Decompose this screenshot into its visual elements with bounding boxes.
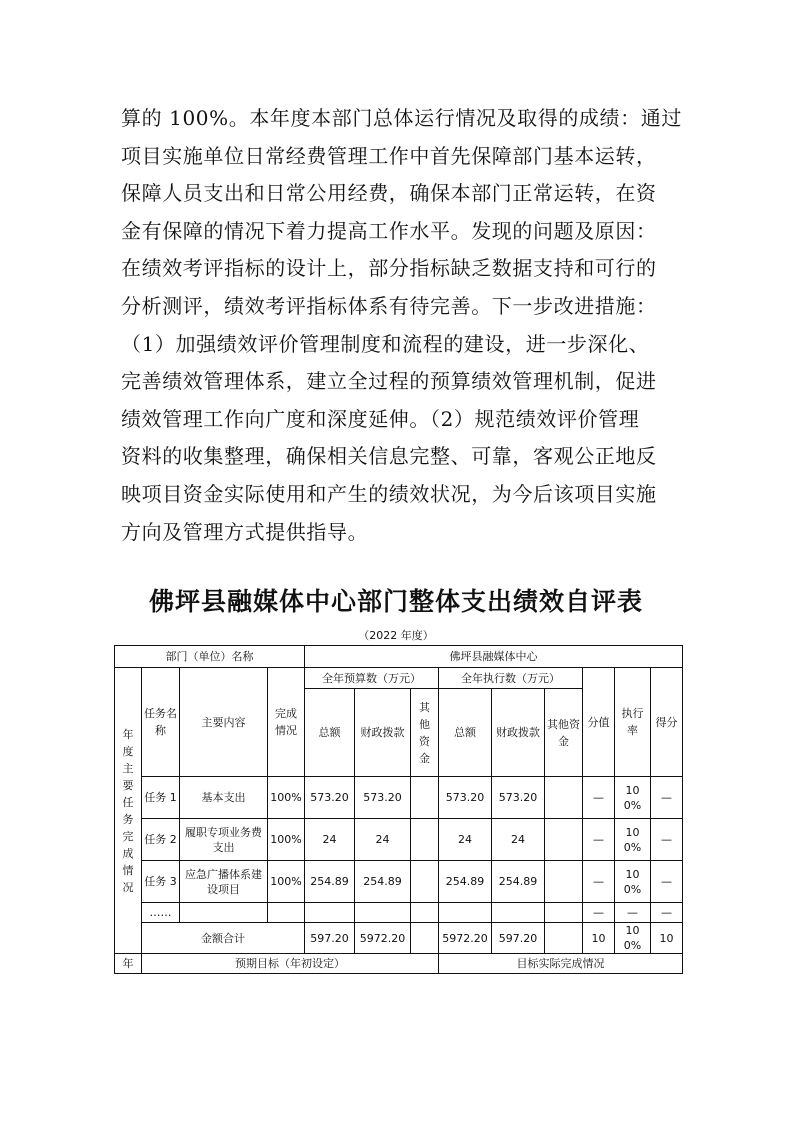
paragraph-line: 在绩效考评指标的设计上，部分指标缺乏数据支持和可行的 [121, 256, 657, 281]
header-budget-total: 总额 [305, 689, 355, 777]
side-label: 年度主要任务完成情况 [122, 727, 134, 894]
exec-total: 573.20 [439, 777, 492, 819]
paragraph-line: 算的 100%。本年度本部门总体运行情况及取得的成绩：通过 [121, 106, 682, 130]
budget-fiscal: 254.89 [355, 861, 411, 903]
total-budget-total: 597.20 [305, 923, 355, 954]
total-exec-fiscal: 597.20 [492, 923, 545, 954]
score: — [651, 777, 683, 819]
exec-rate: 100% [615, 777, 651, 819]
paragraph-line: 项目实施单位日常经费管理工作中首先保障部门基本运转， [121, 143, 657, 168]
task-completion: 100% [268, 777, 305, 819]
budget-other [411, 861, 439, 903]
score-value: — [583, 903, 615, 923]
score-value: — [583, 861, 615, 903]
year-note: （2022 年度） [358, 629, 434, 642]
total-exec-total: 5972.20 [439, 923, 492, 954]
budget-total: 573.20 [305, 777, 355, 819]
side-label-cell [115, 668, 142, 954]
total-label: 金额合计 [142, 923, 305, 954]
task-name: 任务 2 [142, 819, 180, 861]
total-exec-rate: 100% [615, 923, 651, 954]
header-content: 主要内容 [180, 668, 268, 777]
header-budget-other: 其他资金 [411, 689, 439, 777]
header-score-value: 分值 [583, 668, 615, 777]
task-name: 任务 1 [142, 777, 180, 819]
task-content: 应急广播体系建设项目 [180, 861, 268, 903]
paragraph-line: 资料的收集整理，确保相关信息完整、可靠，客观公正地反 [121, 444, 657, 469]
exec-total: 254.89 [439, 861, 492, 903]
target-side-label: 年 [115, 954, 142, 974]
budget-other [411, 819, 439, 861]
total-budget-fiscal: 5972.20 [355, 923, 411, 954]
task-content [180, 903, 268, 923]
task-content: 履职专项业务费支出 [180, 819, 268, 861]
header-exec-other: 其他资金 [545, 689, 583, 777]
total-score: 10 [651, 923, 683, 954]
header-score: 得分 [651, 668, 683, 777]
unit-value: 佛坪县融媒体中心 [305, 646, 683, 668]
task-name: 任务 3 [142, 861, 180, 903]
budget-fiscal [355, 903, 411, 923]
exec-other [545, 903, 583, 923]
score: — [651, 903, 683, 923]
budget-other [411, 903, 439, 923]
task-completion [268, 903, 305, 923]
header-exec-rate: 执行率 [615, 668, 651, 777]
header-budget-fiscal: 财政拨款 [355, 689, 411, 777]
exec-rate: 100% [615, 861, 651, 903]
paragraph-line: 绩效管理工作向广度和深度延伸。（2）规范绩效评价管理 [121, 406, 640, 431]
actual-target-header: 目标实际完成情况 [439, 954, 683, 974]
task-completion: 100% [268, 819, 305, 861]
score-value: — [583, 777, 615, 819]
exec-total: 24 [439, 819, 492, 861]
table-row [115, 903, 683, 923]
exec-rate: — [615, 903, 651, 923]
total-row [115, 923, 683, 954]
header-budget-group: 全年预算数（万元） [305, 668, 439, 689]
expected-target-header: 预期目标（年初设定） [142, 954, 439, 974]
header-exec-group: 全年执行数（万元） [439, 668, 583, 689]
task-content: 基本支出 [180, 777, 268, 819]
exec-fiscal: 254.89 [492, 861, 545, 903]
exec-other [545, 819, 583, 861]
paragraph-line: 完善绩效管理体系，建立全过程的预算绩效管理机制，促进 [121, 369, 657, 394]
exec-fiscal: 573.20 [492, 777, 545, 819]
score: — [651, 861, 683, 903]
unit-row [115, 646, 683, 668]
budget-fiscal: 24 [355, 819, 411, 861]
total-exec-other [545, 923, 583, 954]
exec-fiscal: 24 [492, 819, 545, 861]
exec-rate: 100% [615, 819, 651, 861]
paragraph-line: 映项目资金实际使用和产生的绩效状况，为今后该项目实施 [121, 481, 657, 506]
paragraph-line: 方向及管理方式提供指导。 [121, 519, 369, 544]
body-paragraph [121, 100, 681, 551]
target-header-row [115, 954, 683, 974]
budget-total [305, 903, 355, 923]
table-row [115, 861, 683, 903]
task-completion: 100% [268, 861, 305, 903]
exec-other [545, 861, 583, 903]
header-exec-fiscal: 财政拨款 [492, 689, 545, 777]
total-score-value: 10 [583, 923, 615, 954]
paragraph-line: （1）加强绩效评价管理制度和流程的建设，进一步深化、 [121, 331, 650, 356]
exec-other [545, 777, 583, 819]
budget-other [411, 777, 439, 819]
exec-total [439, 903, 492, 923]
budget-total: 24 [305, 819, 355, 861]
budget-fiscal: 573.20 [355, 777, 411, 819]
header-row-1 [115, 668, 683, 689]
score-value: — [583, 819, 615, 861]
header-exec-total: 总额 [439, 689, 492, 777]
performance-table [114, 645, 683, 974]
paragraph-line: 金有保障的情况下着力提高工作水平。发现的问题及原因： [121, 218, 657, 243]
table-row [115, 777, 683, 819]
score: — [651, 819, 683, 861]
task-name: …… [142, 903, 180, 923]
header-completion: 完成情况 [268, 668, 305, 777]
table-title: 佛坪县融媒体中心部门整体支出绩效自评表 [148, 587, 643, 616]
exec-fiscal [492, 903, 545, 923]
table-row [115, 819, 683, 861]
budget-total: 254.89 [305, 861, 355, 903]
unit-label: 部门（单位）名称 [115, 646, 305, 668]
paragraph-line: 分析测评，绩效考评指标体系有待完善。下一步改进措施： [121, 293, 657, 318]
header-task-name: 任务名称 [142, 668, 180, 777]
total-budget-other [411, 923, 439, 954]
paragraph-line: 保障人员支出和日常公用经费，确保本部门正常运转，在资 [121, 181, 657, 206]
